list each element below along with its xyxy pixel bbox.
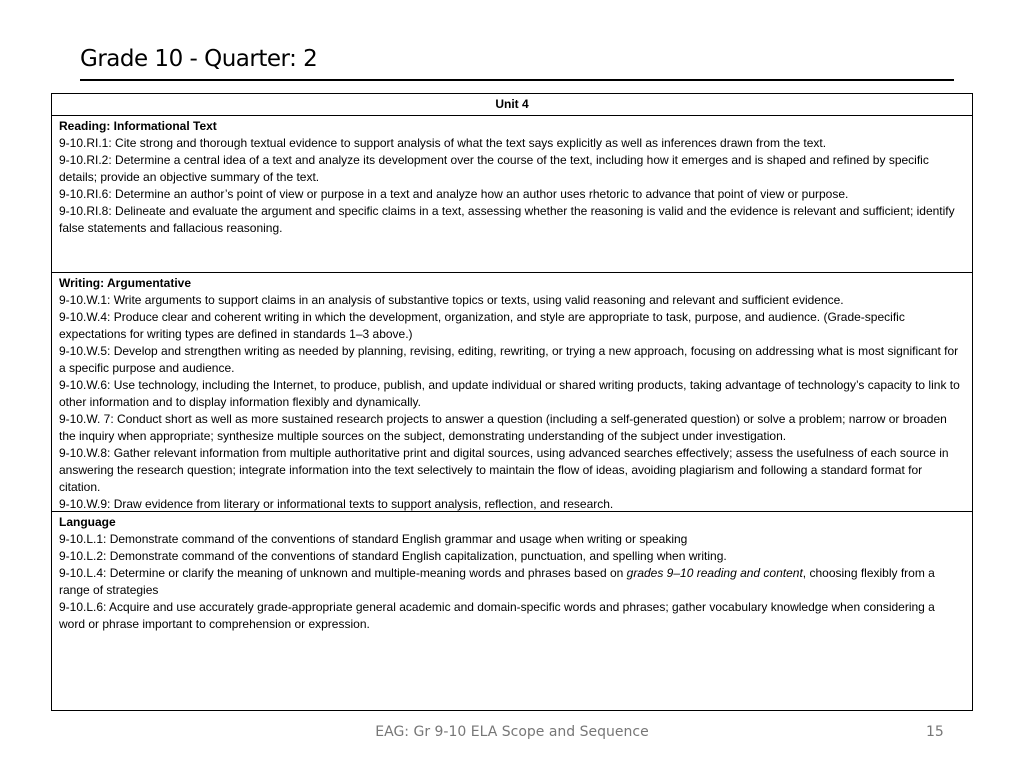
standard-w5: 9-10.W.5: Develop and strengthen writing as needed by planning, revising, editing, rewriting, or trying a new approach, focusing on addressing what is most significant for a specific purpose and audience. <box>59 344 959 375</box>
standard-ri2: 9-10.RI.2: Determine a central idea of a text and analyze its development over the course of the text, including how it emerges and is shaped and refined by specific details; provide an objective summary of the text. <box>59 153 929 184</box>
page-number: 15 <box>926 724 944 740</box>
reading-section-title: Reading: Informational Text <box>59 119 217 133</box>
standard-l1: 9-10.L.1: Demonstrate command of the conventions of standard English grammar and usage when writing or speaking <box>59 532 688 546</box>
footer-text: EAG: Gr 9-10 ELA Scope and Sequence <box>375 724 649 740</box>
standard-l6: 9-10.L.6: Acquire and use accurately grade-appropriate general academic and domain-specific words and phrases; gather vocabulary knowledge when considering a word or phrase important to comprehension or expression. <box>59 600 935 631</box>
writing-section-title: Writing: Argumentative <box>59 276 192 290</box>
standard-w4: 9-10.W.4: Produce clear and coherent writing in which the development, organization, and style are appropriate to task, purpose, and audience. (Grade-specific expectations for writing types are defined in standards 1–3 above.) <box>59 310 905 341</box>
page-title: Grade 10 - Quarter: 2 <box>80 46 318 72</box>
standard-w1: 9-10.W.1: Write arguments to support claims in an analysis of substantive topics or texts, using valid reasoning and relevant and sufficient evidence. <box>59 293 844 307</box>
title-divider <box>80 79 954 81</box>
standard-l4 <box>59 565 964 599</box>
writing-section <box>52 273 972 512</box>
standard-ri1: 9-10.RI.1: Cite strong and thorough textual evidence to support analysis of what the text says explicitly as well as inferences drawn from the text. <box>59 136 827 150</box>
standard-w9: 9-10.W.9: Draw evidence from literary or informational texts to support analysis, reflection, and research. <box>59 497 614 511</box>
language-section-title: Language <box>59 515 116 529</box>
standard-l2: 9-10.L.2: Demonstrate command of the conventions of standard English capitalization, punctuation, and spelling when writing. <box>59 549 727 563</box>
standard-l4-text: 9-10.L.4: Determine or clarify the meaning of unknown and multiple-meaning words and phrases based on <box>59 566 627 580</box>
reading-section <box>52 116 972 273</box>
standard-w8: 9-10.W.8: Gather relevant information from multiple authoritative print and digital sources, using advanced searches effectively; assess the usefulness of each source in answering the research question; integrate information into the text selectively to maintain the flow of ideas, avoiding plagiarism and following a standard format for citation. <box>59 446 949 494</box>
standard-ri6: 9-10.RI.6: Determine an author’s point of view or purpose in a text and analyze how an author uses rhetoric to advance that point of view or purpose. <box>59 187 849 201</box>
standard-ri8: 9-10.RI.8: Delineate and evaluate the argument and specific claims in a text, assessing whether the reasoning is valid and the evidence is relevant and sufficient; identify false statements and fallacious reasoning. <box>59 204 955 235</box>
standard-w6: 9-10.W.6: Use technology, including the Internet, to produce, publish, and update individual or shared writing products, taking advantage of technology’s capacity to link to other information and to display information flexibly and dynamically. <box>59 378 960 409</box>
standard-l4-tail: , choosing flexibly from a range of strategies <box>59 566 935 597</box>
unit-header: Unit 4 <box>52 94 972 116</box>
standard-l4-italic: grades 9–10 reading and content <box>626 566 803 580</box>
language-section <box>52 512 972 710</box>
unit-table <box>51 93 973 711</box>
standard-w7: 9-10.W. 7: Conduct short as well as more sustained research projects to answer a question (including a self-generated question) or solve a problem; narrow or broaden the inquiry when appropriate; synthesize multiple sources on the subject, demonstrating understanding of the subject under investigation. <box>59 412 947 443</box>
